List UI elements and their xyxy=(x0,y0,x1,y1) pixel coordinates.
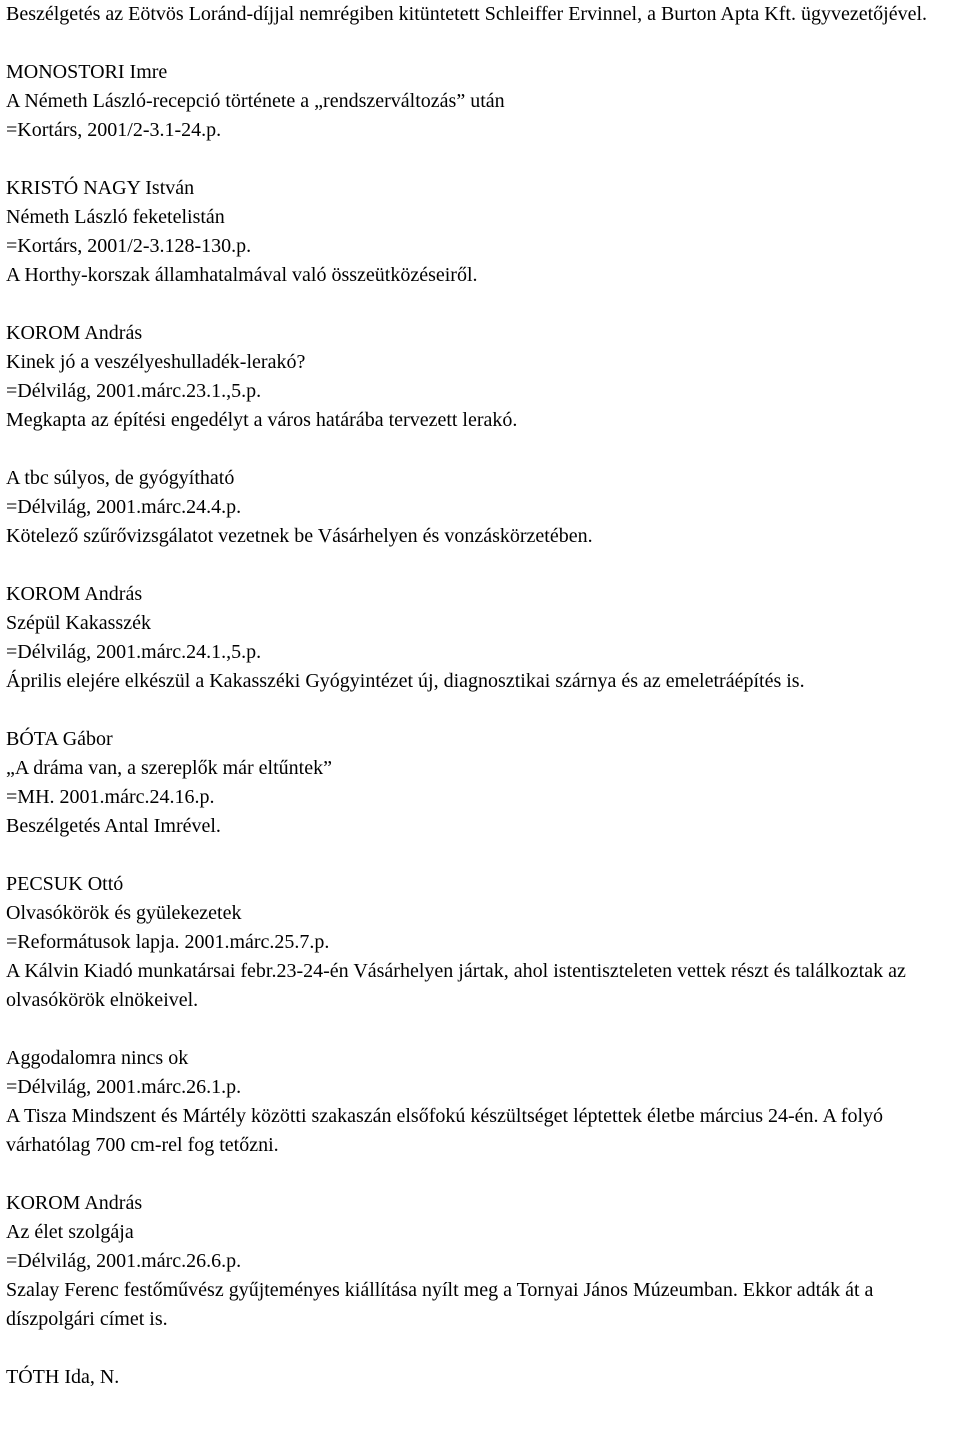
entry-annotation: A Horthy-korszak államhatalmával való összeütközéseiről. xyxy=(6,264,478,286)
bibliography-entry xyxy=(6,725,951,841)
bibliography-entry xyxy=(6,319,951,435)
entry-annotation: Beszélgetés Antal Imrével. xyxy=(6,815,221,837)
entry-source: =MH. 2001.márc.24.16.p. xyxy=(6,786,215,808)
entry-title: Olvasókörök és gyülekezetek xyxy=(6,902,242,924)
entry-title: Az élet szolgája xyxy=(6,1221,134,1243)
entry-annotation: A Kálvin Kiadó munkatársai febr.23-24-én Vásárhelyen jártak, ahol istentiszteleten vettek részt és találkoztak az olvasókörök elnökeivel. xyxy=(6,960,906,1011)
entry-author: KRISTÓ NAGY István xyxy=(6,177,195,199)
document-page xyxy=(6,0,951,1421)
entry-annotation: Április elejére elkészül a Kakasszéki Gyógyintézet új, diagnosztikai szárnya és az emeletráépítés is. xyxy=(6,670,805,692)
entry-author: TÓTH Ida, N. xyxy=(6,1366,120,1388)
entry-annotation: Kötelező szűrővizsgálatot vezetnek be Vásárhelyen és vonzáskörzetében. xyxy=(6,525,593,547)
entry-source: =Délvilág, 2001.márc.26.1.p. xyxy=(6,1076,242,1098)
entry-source: =Kortárs, 2001/2-3.128-130.p. xyxy=(6,235,252,257)
entry-source: =Délvilág, 2001.márc.23.1.,5.p. xyxy=(6,380,262,402)
entry-author: KOROM András xyxy=(6,1192,143,1214)
entry-author: BÓTA Gábor xyxy=(6,728,113,750)
bibliography-entry xyxy=(6,580,951,696)
entry-author: KOROM András xyxy=(6,322,143,344)
entry-title: Kinek jó a veszélyeshulladék-lerakó? xyxy=(6,351,306,373)
bibliography-entry xyxy=(6,174,951,290)
entry-source: =Kortárs, 2001/2-3.1-24.p. xyxy=(6,119,222,141)
bibliography-entry xyxy=(6,1363,951,1392)
entry-title: Szépül Kakasszék xyxy=(6,612,151,634)
entry-author: KOROM András xyxy=(6,583,143,605)
bibliography-entry xyxy=(6,870,951,1015)
entry-source: =Délvilág, 2001.márc.24.4.p. xyxy=(6,496,242,518)
entry-author: MONOSTORI Imre xyxy=(6,61,168,83)
entry-title: „A dráma van, a szereplők már eltűntek” xyxy=(6,757,332,779)
bibliography-entry xyxy=(6,58,951,145)
entry-title: Németh László feketelistán xyxy=(6,206,225,228)
entry-title: A Németh László-recepció története a „rendszerváltozás” után xyxy=(6,90,505,112)
bibliography-entry xyxy=(6,1189,951,1334)
entry-author: PECSUK Ottó xyxy=(6,873,124,895)
entry-annotation: Megkapta az építési engedélyt a város határába tervezett lerakó. xyxy=(6,409,518,431)
bibliography-entry xyxy=(6,0,951,29)
entry-source: =Délvilág, 2001.márc.24.1.,5.p. xyxy=(6,641,262,663)
entry-source: =Reformátusok lapja. 2001.márc.25.7.p. xyxy=(6,931,330,953)
bibliography-entry xyxy=(6,1044,951,1160)
entry-annotation: Beszélgetés az Eötvös Loránd-díjjal nemrégiben kitüntetett Schleiffer Ervinnel, a Burton Apta Kft. ügyvezetőjével. xyxy=(6,3,928,25)
entry-annotation: Szalay Ferenc festőművész gyűjteményes kiállítása nyílt meg a Tornyai János Múzeumban. Ekkor adták át a díszpolgári címet is. xyxy=(6,1279,874,1330)
entry-title: Aggodalomra nincs ok xyxy=(6,1047,189,1069)
entry-annotation: A Tisza Mindszent és Mártély közötti szakaszán elsőfokú készültséget léptettek életbe március 24-én. A folyó várhatólag 700 cm-rel fog tetőzni. xyxy=(6,1105,884,1156)
bibliography-entry xyxy=(6,464,951,551)
entry-source: =Délvilág, 2001.márc.26.6.p. xyxy=(6,1250,242,1272)
entry-title: A tbc súlyos, de gyógyítható xyxy=(6,467,235,489)
